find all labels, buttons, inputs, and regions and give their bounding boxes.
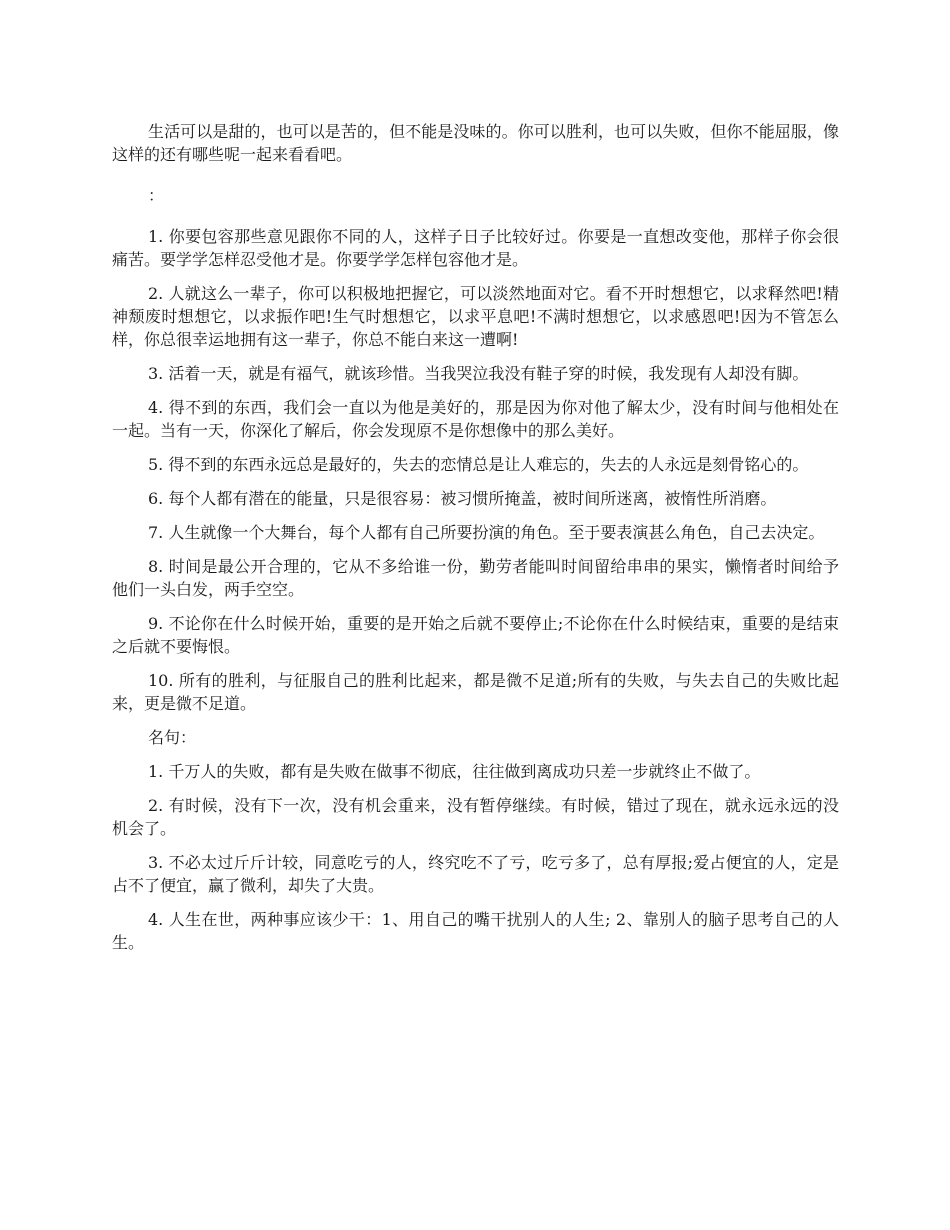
list-item: 2. 有时候，没有下一次，没有机会重来，没有暂停继续。有时候，错过了现在，就永远永远的没机会了。 [112,796,839,838]
list-item: 9. 不论你在什么时候开始，重要的是开始之后就不要停止;不论你在什么时候结束，重要的是结束之后就不要悔恨。 [112,614,839,656]
list-item: 5. 得不到的东西永远总是最好的，失去的恋情总是让人难忘的，失去的人永远是刻骨铭心的。 [148,455,809,474]
list-item: 2. 人就这么一辈子，你可以积极地把握它，可以淡然地面对它。看不开时想想它，以求释然吧!精神颓废时想想它，以求振作吧!生气时想想它，以求平息吧!不满时想想它，以求感恩吧!因为不管怎么样，你总很幸运地拥有这一辈子，你总不能白来这一遭啊! [112,284,839,349]
list-item: 4. 人生在世，两种事应该少干：1、用自己的嘴干扰别人的人生; 2、靠别人的脑子思考自己的人生。 [112,910,839,952]
list-item: 3. 活着一天，就是有福气，就该珍惜。当我哭泣我没有鞋子穿的时候，我发现有人却没有脚。 [148,364,809,383]
list-item: 10. 所有的胜利，与征服自己的胜利比起来，都是微不足道;所有的失败，与失去自己的失败比起来，更是微不足道。 [112,671,839,713]
list-item: 6. 每个人都有潜在的能量，只是很容易：被习惯所掩盖，被时间所迷离，被惰性所消磨。 [148,489,777,508]
list-item: 7. 人生就像一个大舞台，每个人都有自己所要扮演的角色。至于要表演甚么角色，自己去决定。 [148,523,825,542]
list-item: 1. 你要包容那些意见跟你不同的人，这样子日子比较好过。你要是一直想改变他，那样子你会很痛苦。要学学怎样忍受他才是。你要学学怎样包容他才是。 [112,227,839,269]
document-body [112,120,839,965]
list-item: 8. 时间是最公开合理的，它从不多给谁一份，勤劳者能叫时间留给串串的果实，懒惰者时间给予他们一头白发，两手空空。 [112,557,839,599]
section-marker: ： [148,186,165,205]
list-item: 3. 不必太过斤斤计较，同意吃亏的人，终究吃不了亏，吃亏多了，总有厚报;爱占便宜的人，定是占不了便宜，赢了微利，却失了大贵。 [112,853,839,895]
section-heading: 名句： [148,728,197,747]
intro-paragraph: 生活可以是甜的，也可以是苦的，但不能是没味的。你可以胜利，也可以失败，但你不能屈服，像这样的还有哪些呢一起来看看吧。 [112,122,839,164]
list-item: 4. 得不到的东西，我们会一直以为他是美好的，那是因为你对他了解太少，没有时间与他相处在一起。当有一天，你深化了解后，你会发现原不是你想像中的那么美好。 [112,398,839,440]
list-item: 1. 千万人的失败，都有是失败在做事不彻底，往往做到离成功只差一步就终止不做了。 [148,762,761,781]
